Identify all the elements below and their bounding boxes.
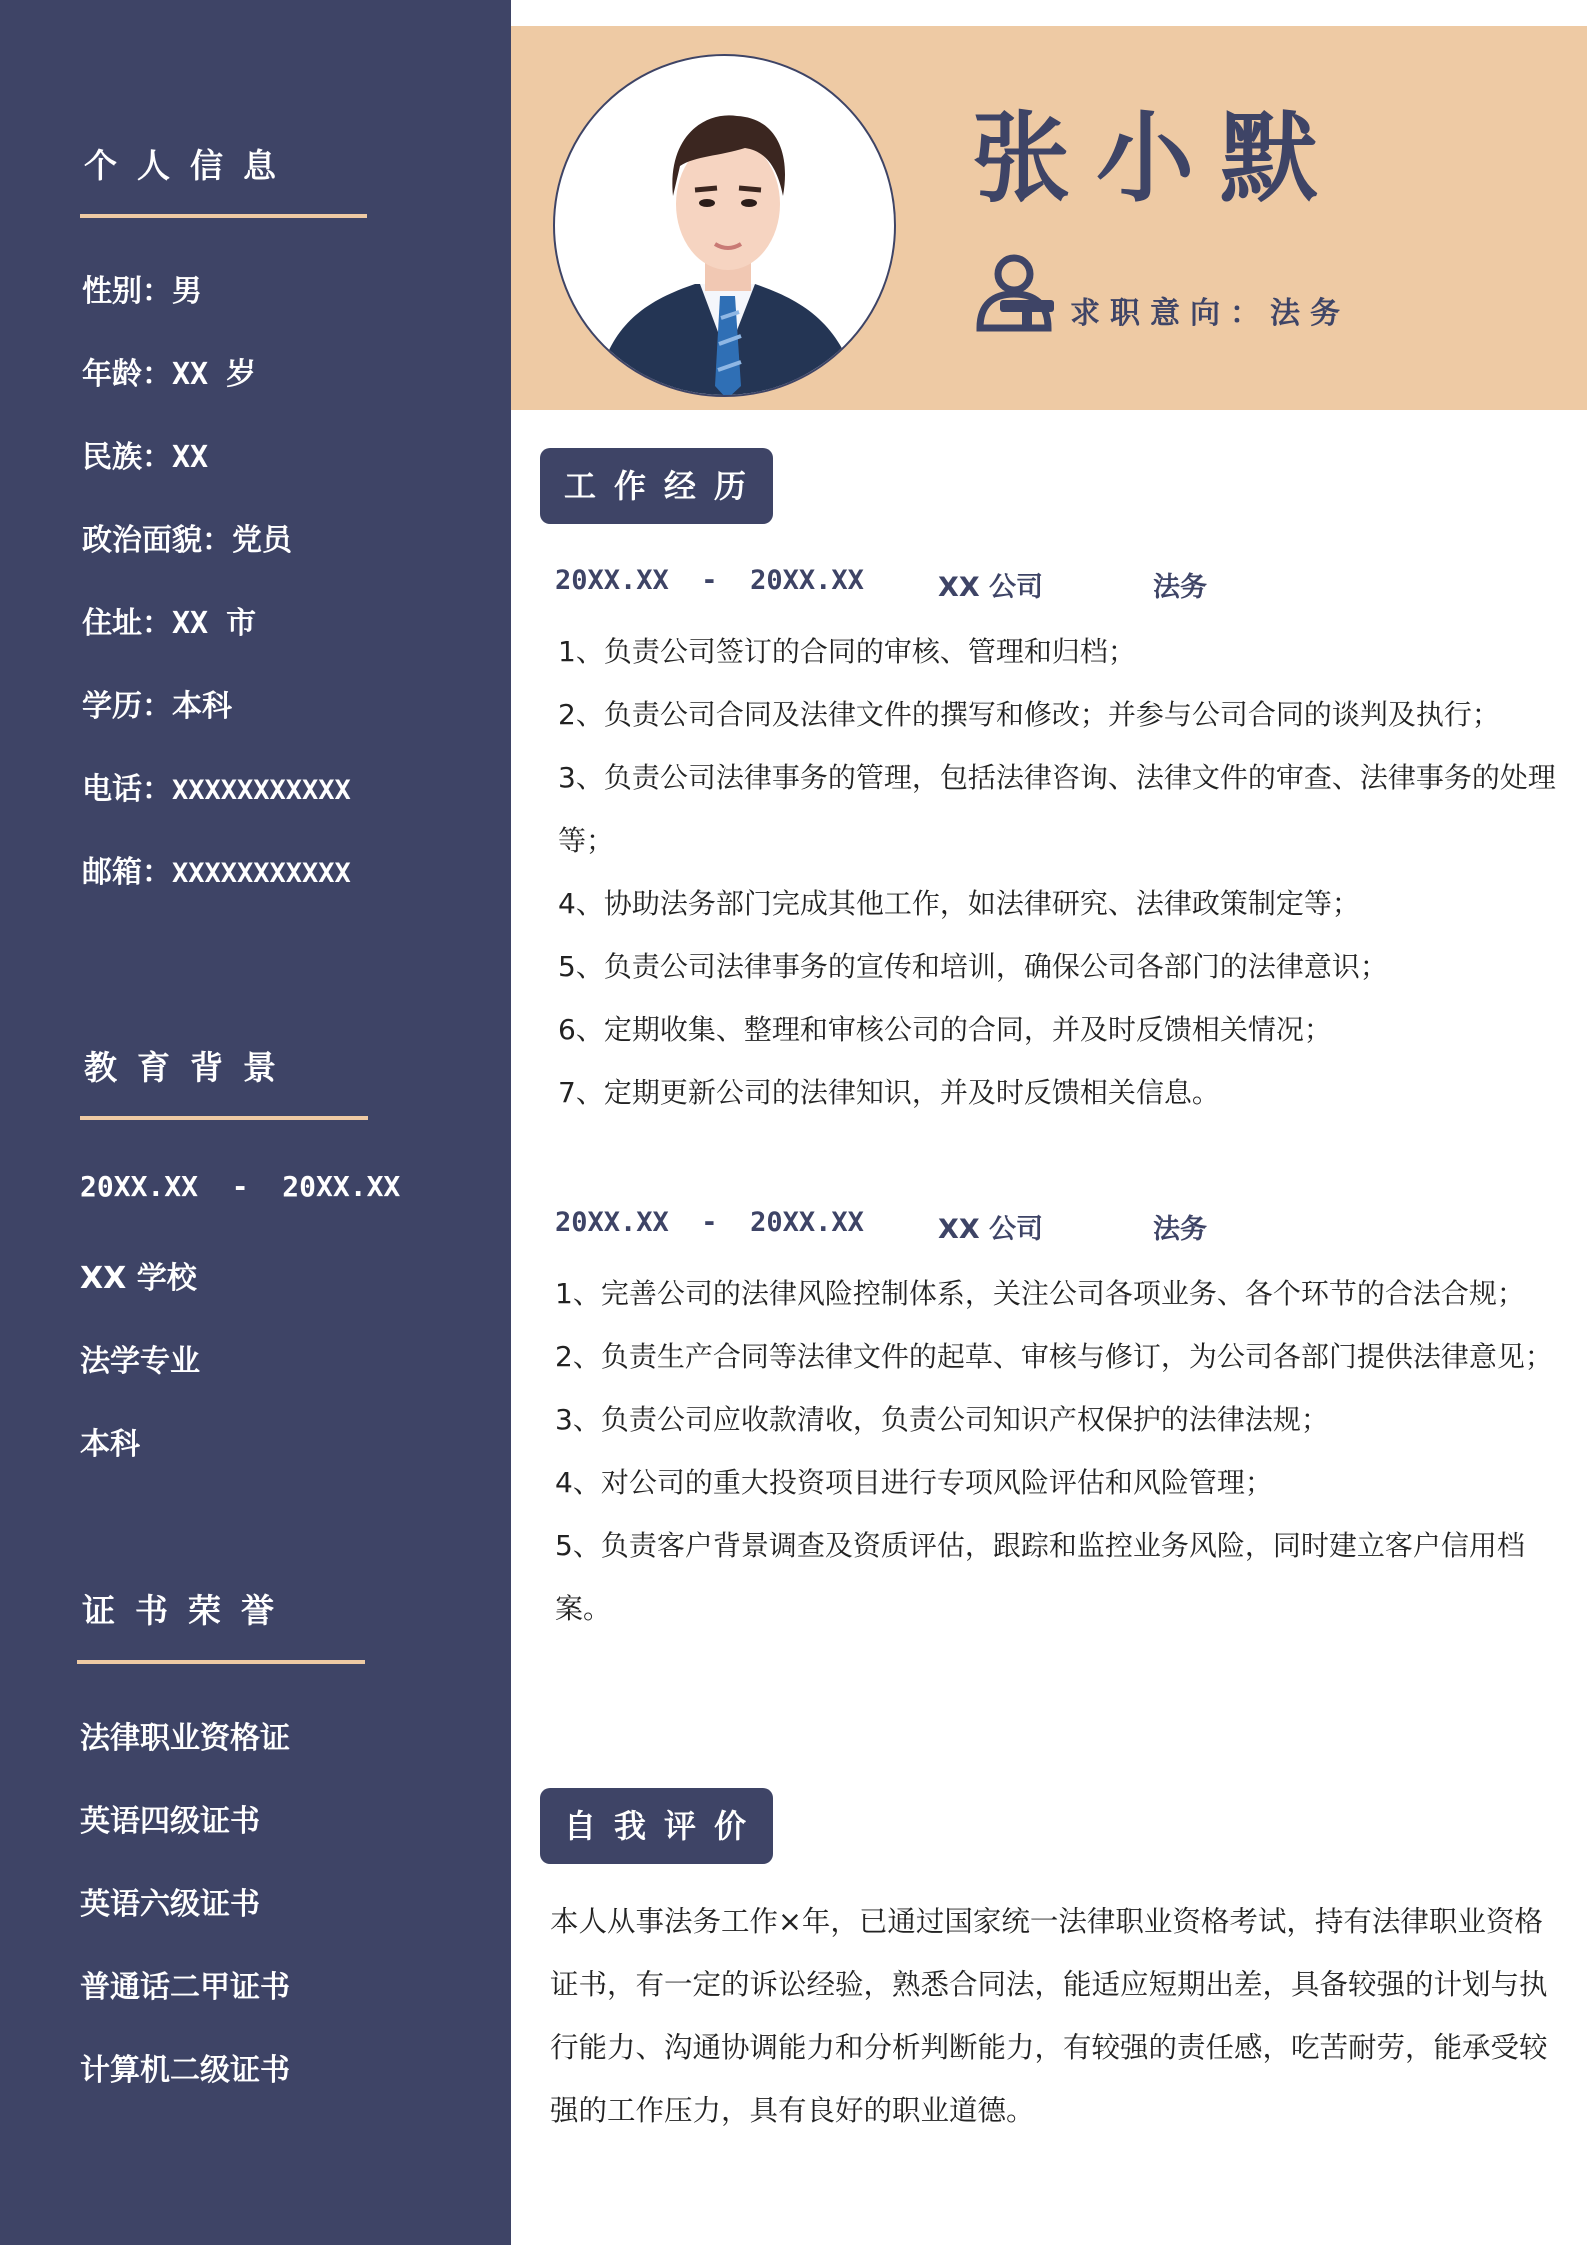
certificate-item: 法律职业资格证	[80, 1721, 290, 1756]
education-field: 学历：本科	[82, 689, 232, 724]
phone-label: 电话：	[82, 772, 172, 807]
duty-item: 6、定期收集、整理和审核公司的合同，并及时反馈相关情况；	[558, 1013, 1332, 1046]
job-period: 20XX.XX - 20XX.XX	[555, 1207, 864, 1238]
certificates-divider	[77, 1660, 365, 1664]
politics-field: 政治面貌：党员	[82, 523, 292, 558]
self-evaluation-text: 本人从事法务工作×年，已通过国家统一法律职业资格考试，持有法律职业资格证书，有一定的诉讼经验，熟悉合同法，能适应短期出差，具备较强的计划与执行能力、沟通协调能力和分析判断能力，有较强的责任感，吃苦耐劳，能承受较强的工作压力，具有良好的职业道德。	[550, 1905, 1548, 2127]
education-major: 法学专业	[80, 1344, 200, 1379]
job-company: XX 公司	[938, 1214, 1044, 1245]
certificate-item: 英语六级证书	[80, 1887, 260, 1922]
job-duties	[555, 1262, 1555, 1640]
email-field	[82, 847, 351, 891]
age-field	[82, 349, 256, 393]
email-value: XXXXXXXXXXX	[172, 858, 351, 889]
ethnic-field	[82, 432, 208, 476]
job-intent: 求职意向：法务	[1070, 296, 1350, 331]
duty-item: 2、负责公司合同及法律文件的撰写和修改；并参与公司合同的谈判及执行；	[558, 698, 1500, 731]
job-company: XX 公司	[938, 572, 1044, 603]
address-label: 住址：	[82, 606, 172, 641]
duty-item: 3、负责公司应收款清收，负责公司知识产权保护的法律法规；	[555, 1403, 1329, 1436]
phone-value: XXXXXXXXXXX	[172, 775, 351, 806]
age-value: XX 岁	[172, 357, 257, 392]
certificate-item: 计算机二级证书	[80, 2053, 290, 2088]
portrait-image	[555, 56, 896, 397]
address-field	[82, 598, 256, 642]
duty-item: 5、负责客户背景调查及资质评估，跟踪和监控业务风险，同时建立客户信用档案。	[555, 1529, 1525, 1625]
self-evaluation-heading: 自我评价	[540, 1788, 773, 1864]
avatar	[553, 54, 896, 397]
duty-item: 4、协助法务部门完成其他工作，如法律研究、法律政策制定等；	[558, 887, 1360, 920]
duty-item: 7、定期更新公司的法律知识，并及时反馈相关信息。	[558, 1076, 1220, 1109]
duty-item: 2、负责生产合同等法律文件的起草、审核与修订，为公司各部门提供法律意见；	[555, 1340, 1553, 1373]
duty-item: 3、负责公司法律事务的管理，包括法律咨询、法律文件的审查、法律事务的处理等；	[558, 761, 1556, 857]
gender-field: 性别：男	[82, 274, 202, 309]
education-degree: 本科	[80, 1427, 140, 1462]
personal-info-divider	[80, 214, 367, 218]
ethnic-label: 民族：	[82, 440, 172, 475]
address-value: XX 市	[172, 606, 257, 641]
education-period: 20XX.XX - 20XX.XX	[80, 1170, 401, 1203]
certificate-item: 英语四级证书	[80, 1804, 260, 1839]
job-role: 法务	[1153, 1214, 1207, 1245]
candidate-name: 张小默	[972, 102, 1345, 216]
ethnic-value: XX	[172, 440, 209, 475]
duty-item: 1、负责公司签订的合同的审核、管理和归档；	[558, 635, 1136, 668]
work-experience-heading: 工作经历	[540, 448, 773, 524]
education-divider	[80, 1116, 368, 1120]
job-duties	[558, 620, 1558, 1124]
job-period: 20XX.XX - 20XX.XX	[555, 565, 864, 596]
user-tie-icon	[972, 252, 1056, 332]
duty-item: 4、对公司的重大投资项目进行专项风险评估和风险管理；	[555, 1466, 1273, 1499]
sidebar	[0, 0, 511, 2245]
certificate-item: 普通话二甲证书	[80, 1970, 290, 2005]
duty-item: 5、负责公司法律事务的宣传和培训，确保公司各部门的法律意识；	[558, 950, 1388, 983]
education-school: XX 学校	[80, 1261, 197, 1296]
age-label: 年龄：	[82, 357, 172, 392]
duty-item: 1、完善公司的法律风险控制体系，关注公司各项业务、各个环节的合法合规；	[555, 1277, 1525, 1310]
phone-field	[82, 764, 351, 808]
personal-info-heading: 个人信息	[84, 146, 296, 185]
email-label: 邮箱：	[82, 855, 172, 890]
certificates-heading: 证书荣誉	[82, 1591, 294, 1630]
education-heading: 教育背景	[84, 1048, 296, 1087]
job-role: 法务	[1153, 572, 1207, 603]
